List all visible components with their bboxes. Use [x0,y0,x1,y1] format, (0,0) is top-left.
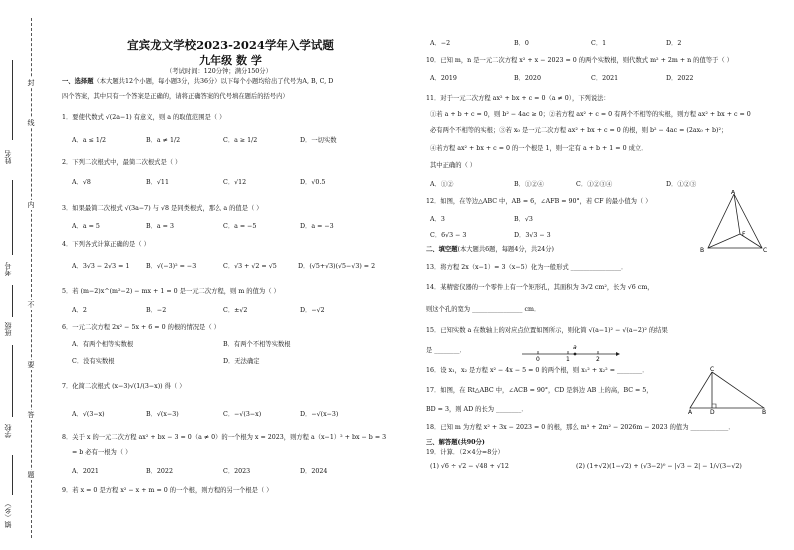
label-d: D [710,409,715,414]
q4-option-d: D．(√5+√3)(√5−√3) = 2 [298,263,376,270]
q1-option-b: B．a ≠ 1/2 [146,137,181,144]
q6-option-b: B．有两个不相等实数根 [223,341,291,348]
q10-option-c: C．2021 [591,75,619,82]
q8-option-d: D．2024 [300,468,328,475]
q2-option-b: B．√11 [146,179,169,186]
name-field: 姓名 [4,150,12,164]
q6-option-d: D．无法确定 [223,358,260,365]
q6-option-a: A．有两个相等实数根 [72,341,134,348]
question-17: 17．如图，在 Rt△ABC 中，∠ACB = 90°，CD 是斜边 AB 上的高，BC = 5， [426,387,653,394]
binding-strip [0,0,44,550]
q11-option-d: D．①②③ [666,181,697,188]
seal-char: 封 [25,78,37,88]
question-17-cont: BD = 3，则 AD 的长为 ________． [426,406,528,413]
right-angle-mark [712,404,716,408]
q12-option-c: C．6√3 − 3 [430,232,467,239]
q1-option-c: C．a ≥ 1/2 [223,137,258,144]
town-underline [12,455,13,495]
q5-option-a: A．2 [72,307,87,314]
label-b: B [700,247,705,254]
question-6: 6．一元二次方程 2x² − 5x + 6 = 0 的根的情况是（ ） [62,324,220,331]
q12-option-a: A．3 [430,216,445,223]
q12-option-d: D．3√3 − 3 [514,232,551,239]
q7-option-d: D．−√(x−3) [300,411,339,418]
seal-char: 不 [25,300,37,310]
question-16: 16．设 x₁，x₂ 是方程 x² − 4x − 5 = 0 的两个根，则 x₁² + x₂² = ________． [426,367,649,374]
q11-line-1: ①若 a + b + c = 0，则 b² − 4ac ≥ 0；②若方程 ax² + c = 0 有两个不相等的实根，则方程 ax² + bx + c = 0 [430,111,751,118]
seal-char: 要 [25,360,37,370]
class-field: 班级 [4,322,12,336]
label-c: C [763,247,768,254]
q2-option-a: A．√8 [72,179,91,186]
q9-option-d: D．2 [666,40,682,47]
tick-label-2: 2 [596,356,600,362]
label-a: A [688,409,693,414]
question-8: 8．关于 x 的一元二次方程 ax² + bx − 3 = 0（a ≠ 0）的一个根为 x = 2023，则方程 a（x−1）² + bx − b = 3 [62,434,387,441]
number-line-figure-15 [520,340,620,362]
q2-option-d: D．√0.5 [300,179,326,186]
label-f: F [742,231,746,238]
question-15: 15．已知实数 a 在数轴上的对应点位置如图所示，则化简 √(a−1)² − √(a−2)² 的结果 [426,327,668,334]
question-10: 10．已知 m，n 是一元二次方程 x² + x − 2023 = 0 的两个实数根，则代数式 m² + 2m + n 的值等于（ ） [426,57,733,64]
q1-option-a: A．a ≤ 1/2 [72,137,107,144]
q5-option-c: C．±√2 [223,307,248,314]
q10-option-a: A．2019 [430,75,457,82]
q5-option-b: B．−2 [146,307,167,314]
q6-option-c: C．没有实数根 [72,358,115,365]
question-18: 18．已知 m 为方程 x² + 3x − 2023 = 0 的根，那么 m³ + 2m² − 2026m − 2023 的值为 ____________． [426,424,735,431]
q10-option-d: D．2022 [666,75,694,82]
triangle-figure-12 [700,190,770,255]
q5-option-d: D．−√2 [300,307,325,314]
question-19: 19．计算．（2×4分=8分） [426,449,504,456]
q11-line-3: ④若方程 ax² + bx + c = 0 的一个根是 1，则一定有 a + b + 1 = 0 成立． [430,145,648,152]
school-underline [12,345,13,417]
label-c: C [710,366,715,373]
q7-option-a: A．√(3−x) [72,411,105,418]
q8-option-b: B．2022 [146,468,173,475]
question-19-2: (2) (1+√2)(1−√2) + (√3−2)⁰ − |√3 − 2| − 1/√(3−√2) [576,463,742,470]
q1-option-d: D．一切实数 [300,137,337,144]
label-b: B [762,409,767,414]
section1-desc-2: 四个答案，其中只有一个答案是正确的，请将正确答案的代号填在题后的括号内） [62,93,289,100]
tick-label-1: 1 [566,356,570,362]
question-4: 4．下列各式计算正确的是（ ） [62,241,150,248]
question-12: 12．如图，在等边△ABC 中，AB = 6，∠AFB = 90°，若 CF 的最小值为（ ） [426,198,652,205]
q11-line-4: 其中正确的（ ） [430,162,477,169]
seal-char: 题 [25,470,37,480]
question-11: 11．对于一元二次方程 ax² + bx + c = 0（a ≠ 0），下列说法： [426,95,610,102]
question-15-cont: 是 ________． [426,347,466,354]
triangle-abc [690,372,764,408]
section2-desc: (本大题共6题，每题4分，共24分) [457,246,554,253]
question-1: 1．要使代数式 √(2a−1) 有意义，则 a 的取值范围是（ ） [62,114,226,121]
q12-option-b: B．√3 [514,216,533,223]
section2-heading: 二、填空题 [426,246,458,253]
q8-option-a: A．2021 [72,468,99,475]
q11-line-2: 必有两个不相等的实根；③若 x₀ 是一元二次方程 ax² + bx + c = 0 的根，则 b² − 4ac = (2ax₀ + b)²； [430,127,728,134]
q3-option-a: A．a = 5 [72,223,100,230]
question-13: 13．将方程 2x（x−1）= 3（x−5）化为一般形式 ________________． [426,264,628,271]
question-19-1: (1) √6 ÷ √2 − √48 + √12 [430,463,509,470]
q7-option-c: C．−√(3−x) [223,411,262,418]
seal-char: 线 [25,118,37,128]
q10-option-b: B．2020 [514,75,541,82]
exam-title: 宜宾龙文学校2023-2024学年入学试题 [127,38,334,52]
q8-option-c: C．2023 [223,468,251,475]
exam-number-underline [12,180,13,255]
seal-line [31,18,32,538]
segment-bf [708,234,740,248]
q2-option-c: C．√12 [223,179,247,186]
section1-desc: （本大题共12个小题，每小题3分，共36分）以下每个小题均给出了代号为A, B, C, D [93,78,334,85]
label-a: A [731,190,736,196]
school-field: 学校 [4,424,12,438]
triangle-figure-17 [688,366,768,414]
q9-option-b: B．0 [514,40,529,47]
section3-heading: 三、解答题(共90分) [426,439,485,446]
q3-option-d: D．a = −3 [300,223,334,230]
q7-option-b: B．√(x−3) [146,411,179,418]
q11-option-a: A．①② [430,181,454,188]
question-5: 5．若 (m−2)x^(m²−2) − mx + 1 = 0 是一元二次方程，则 m 的值为（ ） [62,288,280,295]
q4-option-c: C．√3 + √2 = √5 [223,263,277,270]
class-underline [12,285,13,317]
point-a [574,353,577,356]
q4-option-a: A．3√3 − 2√3 = 1 [72,263,130,270]
question-9: 9．若 x = 0 是方程 x² − x + m = 0 的一个根，则方程的另一个根是（ ） [62,487,273,494]
q4-option-b: B．√(−3)² = −3 [146,263,197,270]
q3-option-c: C．a = −5 [223,223,257,230]
seal-char: 答 [25,410,37,420]
question-14: 14．某精密仪器的一个零件上有一个矩形孔，其面积为 3√2 cm²，长为 √6 cm， [426,284,654,291]
question-2: 2．下列二次根式中，最简二次根式是（ ） [62,159,182,166]
arrow-head [616,352,620,356]
q11-option-b: B．①②④ [514,181,544,188]
question-8-cont: = b 必有一根为（ ） [72,449,132,456]
name-underline [12,60,13,140]
question-14-cont: 则这个孔的宽为 ________________ cm． [426,306,541,313]
exam-number-field: 考号 [4,262,12,276]
seal-char: 内 [25,200,37,210]
q9-option-a: A．−2 [430,40,451,47]
q3-option-b: B．a = 3 [146,223,174,230]
q9-option-c: C．1 [591,40,607,47]
tick-label-0: 0 [536,356,540,362]
q11-option-c: C．①②③④ [576,181,613,188]
town-field: 镇（乡） [4,500,12,528]
point-label-a: a [573,344,577,351]
question-3: 3．如果最简二次根式 √(3a−7) 与 √8 是同类根式，那么 a 的值是（ ） [62,205,263,212]
question-7: 7．化简二次根式 (x−3)√(1/(3−x)) 得（ ） [62,383,186,390]
section1-heading: 一、选择题 [62,78,94,85]
exam-info: （考试时间：120分钟；满分150分） [166,68,272,75]
exam-subtitle: 九年级 数 学 [199,54,262,67]
